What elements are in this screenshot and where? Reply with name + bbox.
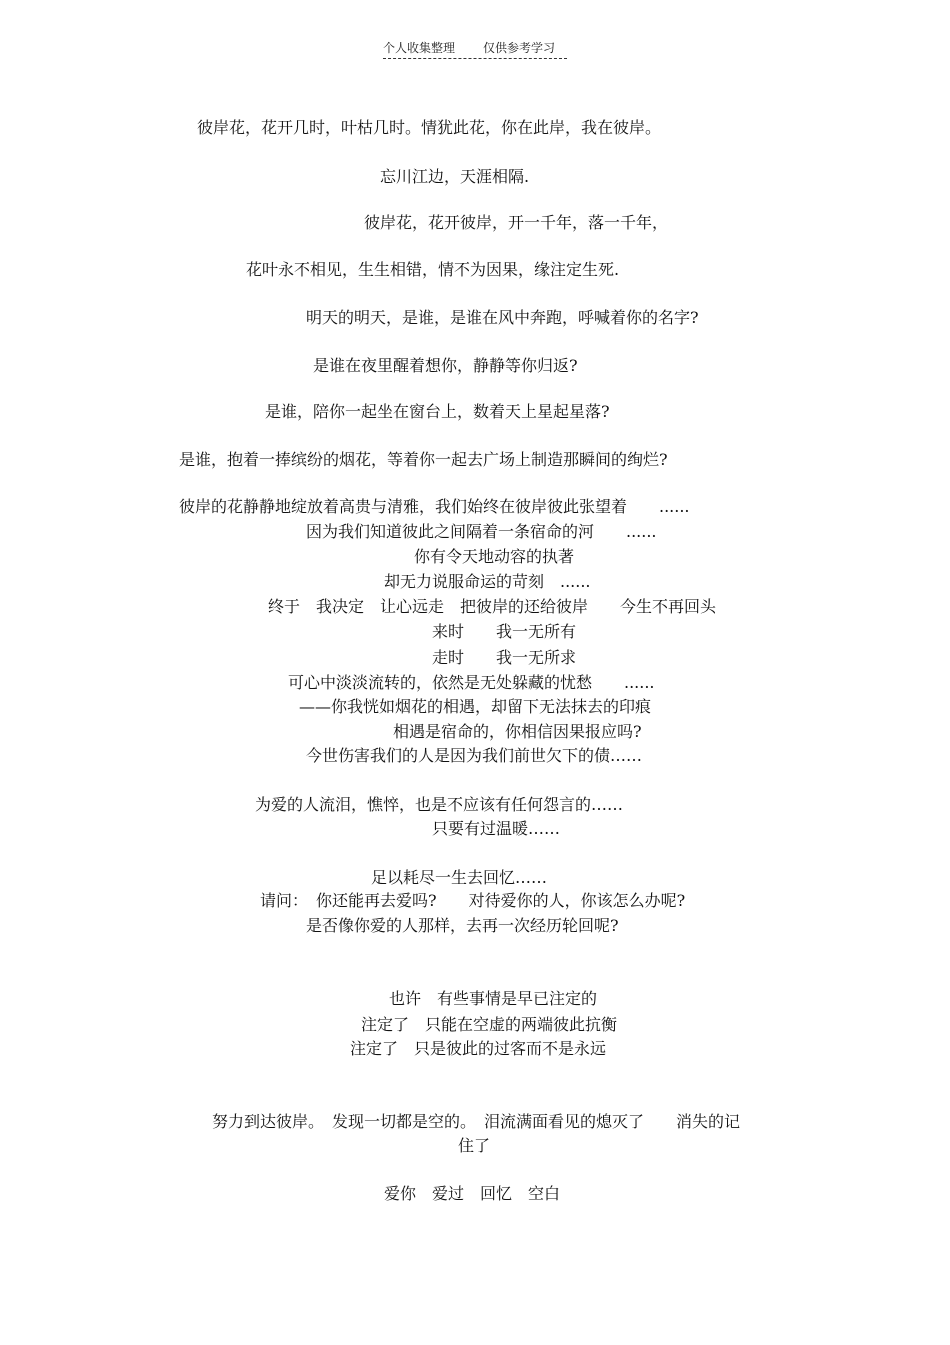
poem-line: 也许 有些事情是早已注定的 [389, 989, 598, 1008]
poem-line: 注定了 只是彼此的过客而不是永远 [350, 1039, 607, 1058]
poem-line: 花叶永不相见，生生相错，情不为因果，缘注定生死. [246, 260, 620, 279]
poem-line: 是谁，陪你一起坐在窗台上，数着天上星起星落? [265, 402, 610, 421]
poem-line: 是谁在夜里醒着想你，静静等你归返? [313, 356, 578, 375]
poem-line: 是否像你爱的人那样，去再一次经历轮回呢? [306, 916, 619, 935]
poem-line: 明天的明天，是谁，是谁在风中奔跑，呼喊着你的名字? [306, 308, 699, 327]
page-header [383, 40, 567, 59]
poem-line: 可心中淡淡流转的，依然是无处躲藏的忧愁 ...... [288, 673, 655, 692]
poem-line: 忘川江边，天涯相隔. [380, 167, 530, 186]
poem-line: 彼岸的花静静地绽放着高贵与清雅，我们始终在彼岸彼此张望着 ...... [179, 497, 690, 516]
poem-line: 今世伤害我们的人是因为我们前世欠下的债…… [306, 746, 643, 765]
poem-line: 请问： 你还能再去爱吗? 对待爱你的人，你该怎么办呢? [260, 891, 686, 910]
header-right-text: 仅供参考学习 [483, 41, 556, 55]
poem-line: 为爱的人流泪，憔悴，也是不应该有任何怨言的…… [255, 795, 624, 814]
poem-line: 彼岸花，花开几时，叶枯几时。情犹此花，你在此岸，我在彼岸。 [197, 118, 662, 137]
poem-line: 努力到达彼岸。 发现一切都是空的。 泪流满面看见的熄灭了 消失的记 [212, 1112, 741, 1131]
poem-line: 来时 我一无所有 [432, 622, 577, 641]
poem-line: 只要有过温暖…… [432, 819, 561, 838]
poem-line: 终于 我决定 让心远走 把彼岸的还给彼岸 今生不再回头 [268, 597, 717, 616]
poem-line: 注定了 只能在空虚的两端彼此抗衡 [361, 1015, 618, 1034]
poem-line: 住了 [458, 1136, 491, 1155]
poem-line: 你有令天地动容的执著 [414, 547, 575, 566]
poem-line: 因为我们知道彼此之间隔着一条宿命的河 ...... [306, 522, 657, 541]
poem-line: 足以耗尽一生去回忆…… [371, 868, 548, 887]
poem-line: 相遇是宿命的，你相信因果报应吗? [393, 722, 642, 741]
poem-line: 彼岸花，花开彼岸，开一千年，落一千年， [364, 213, 669, 232]
poem-line: 走时 我一无所求 [432, 648, 577, 667]
header-left-text: 个人收集整理 [383, 41, 456, 55]
poem-line: 却无力说服命运的苛刻 ...... [384, 572, 591, 591]
poem-line: ——你我恍如烟花的相遇，却留下无法抹去的印痕 [299, 697, 652, 716]
poem-line: 爱你 爱过 回忆 空白 [384, 1184, 561, 1203]
poem-line: 是谁，抱着一捧缤纷的烟花，等着你一起去广场上制造那瞬间的绚烂? [179, 450, 668, 469]
